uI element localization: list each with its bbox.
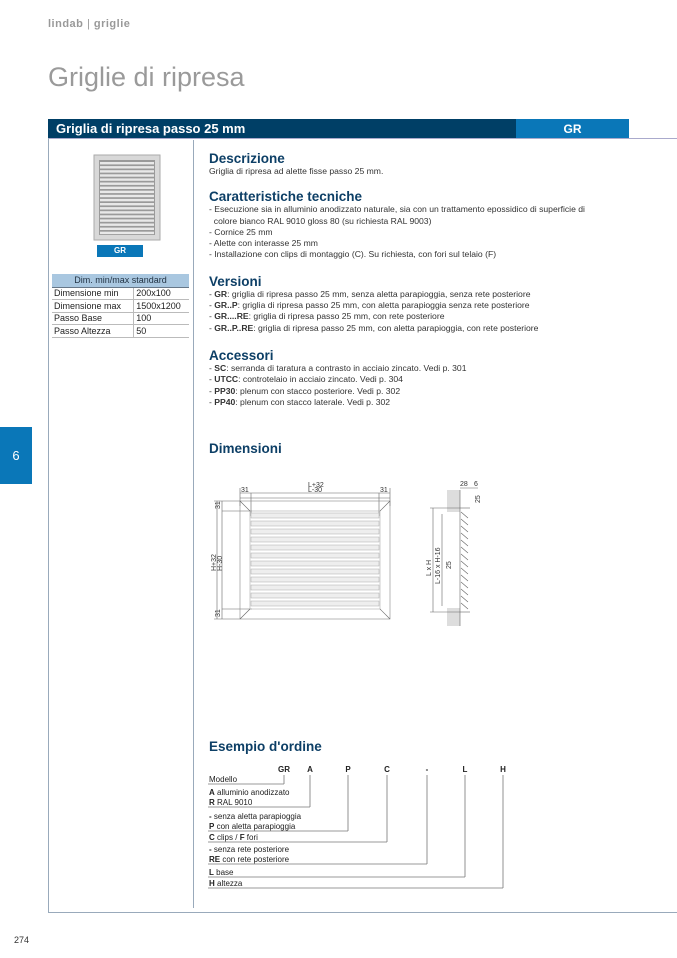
cell-label: Passo Altezza [52, 325, 134, 338]
product-image [93, 154, 163, 242]
list-item: - GR..P..RE: griglia di ripresa passo 25 mm, con aletta parapioggia, con rete posteriore [209, 322, 539, 333]
order-code: - [425, 765, 429, 774]
list-item: - Cornice 25 mm [209, 226, 273, 237]
product-title-bar: Griglia di ripresa passo 25 mm [48, 119, 516, 138]
slat [100, 228, 154, 230]
cell-value: 1500x1200 [134, 300, 189, 313]
accessori-list [209, 363, 639, 408]
dim-lp32: L+32 [308, 482, 324, 489]
order-code: L [462, 765, 468, 774]
louver-side [461, 596, 468, 602]
louver-side [461, 575, 468, 581]
order-code: C [384, 765, 390, 774]
louver [251, 569, 379, 574]
list-item: - Esecuzione sia in alluminio anodizzato naturale, sia con un trattamento epossidico di superficie di [209, 204, 585, 215]
louver-side [461, 547, 468, 553]
order-code: A [307, 765, 313, 774]
product-badge: GR [97, 245, 143, 257]
item-text: : griglia di ripresa passo 25 mm, senza aletta parapioggia, senza rete posteriore [227, 288, 531, 299]
dim-25-mid: 25 [446, 561, 453, 569]
slat [100, 183, 154, 185]
section: griglie [93, 18, 131, 30]
dim-lxh: L x H [426, 559, 433, 576]
dim-inner: L-16 x H-16 [435, 547, 442, 584]
versioni-title: Versioni [209, 273, 262, 289]
list-item: - GR....RE: griglia di ripresa passo 25 mm, con rete posteriore [209, 311, 445, 322]
order-row: P con aletta parapioggia [209, 822, 296, 831]
item-text: : plenum con stacco posteriore. Vedi p. 302 [235, 385, 401, 396]
order-diagram [208, 762, 508, 892]
slat [100, 215, 154, 217]
order-row: - senza rete posteriore [209, 845, 290, 854]
order-code: GR [278, 765, 290, 774]
cell-label: Dimensione min [52, 287, 134, 300]
slat [100, 162, 154, 164]
louver [251, 561, 379, 566]
order-code: P [345, 765, 351, 774]
item-code: PP40 [214, 396, 236, 407]
list-item: - GR..P: griglia di ripresa passo 25 mm, con aletta parapioggia senza rete posteriore [209, 300, 530, 311]
divider [48, 138, 677, 139]
slat [100, 195, 154, 197]
louver [251, 577, 379, 582]
order-row: H altezza [209, 879, 243, 888]
louver-side [461, 526, 468, 532]
slat [100, 203, 154, 205]
item-code: UTCC [214, 374, 239, 385]
dim-lm30: L-30 [308, 487, 323, 494]
slat [100, 199, 154, 201]
slat [100, 211, 154, 213]
order-row: A alluminio anodizzato [209, 788, 290, 797]
divider [48, 912, 677, 913]
cell-label: Passo Base [52, 312, 134, 325]
dim-6: 6 [474, 481, 478, 488]
item-text: : griglia di ripresa passo 25 mm, con aletta parapioggia, con rete posteriore [253, 322, 539, 333]
slat [100, 219, 154, 221]
louver [251, 601, 379, 606]
item-code: GR [214, 288, 228, 299]
list-item: - Alette con interasse 25 mm [209, 238, 318, 249]
versioni-list [209, 289, 639, 334]
item-text: : serranda di taratura a contrasto in acciaio zincato. Vedi p. 301 [226, 362, 467, 373]
dimension-drawing [210, 476, 500, 626]
divider [193, 140, 194, 908]
slat [100, 187, 154, 189]
brand-header: lindab | griglie [48, 18, 131, 30]
item-text: : controtelaio in acciaio zincato. Vedi p. 304 [238, 374, 403, 385]
louver [251, 553, 379, 558]
list-item: - PP40: plenum con stacco laterale. Vedi p. 302 [209, 396, 391, 407]
caratteristiche-title: Caratteristiche tecniche [209, 189, 363, 205]
dim-31-left: 31 [241, 487, 249, 494]
brand: lindab [48, 18, 84, 30]
slat [100, 207, 154, 209]
list-item: - GR: griglia di ripresa passo 25 mm, senza aletta parapioggia, senza rete posteriore [209, 288, 531, 299]
item-code: PP30 [214, 385, 236, 396]
louver [251, 593, 379, 598]
caratteristiche-list [209, 204, 639, 260]
louver-side [461, 589, 468, 595]
louver-side [461, 519, 468, 525]
dims-table [52, 274, 189, 338]
table-row [52, 287, 189, 300]
order-row: R RAL 9010 [209, 798, 253, 807]
list-item: - Installazione con clips di montaggio (C). Su richiesta, con fori sul telaio (F) [209, 249, 497, 260]
item-text: : griglia di ripresa passo 25 mm, con aletta parapioggia senza rete posteriore [237, 300, 530, 311]
louver-side [461, 561, 468, 567]
item-code: GR..P..RE [214, 322, 254, 333]
louver-side [461, 533, 468, 539]
list-item: - SC: serranda di taratura a contrasto in acciaio zincato. Vedi p. 301 [209, 362, 467, 373]
dims-table-header: Dim. min/max standard [52, 274, 189, 287]
louver [251, 545, 379, 550]
slat [100, 224, 154, 226]
order-row: RE con rete posteriore [209, 855, 290, 864]
slat [100, 174, 154, 176]
cell-value: 50 [134, 325, 189, 338]
louver-side [461, 554, 468, 560]
descrizione-text: Griglia di ripresa ad alette fisse passo 25 mm. [209, 166, 384, 176]
louver-side [461, 568, 468, 574]
ordine-title: Esempio d'ordine [209, 739, 322, 754]
cell-label: Dimensione max [52, 300, 134, 313]
order-code: H [500, 765, 506, 774]
order-row: L base [209, 868, 234, 877]
slat [100, 166, 154, 168]
item-code: GR..P [214, 300, 238, 311]
list-item: - UTCC: controtelaio in acciaio zincato. Vedi p. 304 [209, 374, 403, 385]
louver [251, 529, 379, 534]
page-title: Griglie di ripresa [48, 62, 245, 92]
table-row [52, 325, 189, 338]
item-text: : griglia di ripresa passo 25 mm, con rete posteriore [248, 311, 445, 322]
dim-25-top: 25 [475, 495, 482, 503]
dim-31-top: 31 [215, 501, 222, 509]
louver-side [461, 540, 468, 546]
dim-31-bottom: 31 [215, 609, 222, 617]
accessori-title: Accessori [209, 347, 274, 363]
dimensioni-title: Dimensioni [209, 441, 282, 456]
item-code: GR....RE [214, 311, 249, 322]
descrizione-title: Descrizione [209, 151, 285, 166]
dim-hp32: H+32 [211, 554, 218, 571]
slat [100, 232, 154, 234]
divider [48, 138, 49, 913]
chapter-tab[interactable]: 6 [0, 427, 32, 484]
order-row: Modello [209, 775, 238, 784]
item-text: : plenum con stacco laterale. Vedi p. 302 [235, 396, 391, 407]
list-item: - PP30: plenum con stacco posteriore. Vedi p. 302 [209, 385, 401, 396]
dim-31-right: 31 [380, 487, 388, 494]
product-code: GR [516, 119, 629, 138]
louver-side [461, 582, 468, 588]
louver-side [461, 603, 468, 609]
dim-hm30: H-30 [217, 555, 224, 571]
louver-side [461, 512, 468, 518]
louver [251, 537, 379, 542]
dim-28: 28 [460, 481, 468, 488]
cell-value: 100 [134, 312, 189, 325]
slat [100, 170, 154, 172]
order-row: - senza aletta parapioggia [209, 812, 302, 821]
louver [251, 513, 379, 518]
slat [100, 191, 154, 193]
order-row: C clips / F fori [209, 833, 258, 842]
content [209, 151, 639, 408]
page-number: 274 [14, 935, 30, 945]
louver [251, 585, 379, 590]
table-row [52, 312, 189, 325]
louver [251, 521, 379, 526]
cell-value: 200x100 [134, 287, 189, 300]
table-row [52, 300, 189, 313]
slat [100, 178, 154, 180]
item-code: SC [214, 362, 227, 373]
list-item: colore bianco RAL 9010 gloss 80 (su richiesta RAL 9003) [209, 215, 432, 226]
